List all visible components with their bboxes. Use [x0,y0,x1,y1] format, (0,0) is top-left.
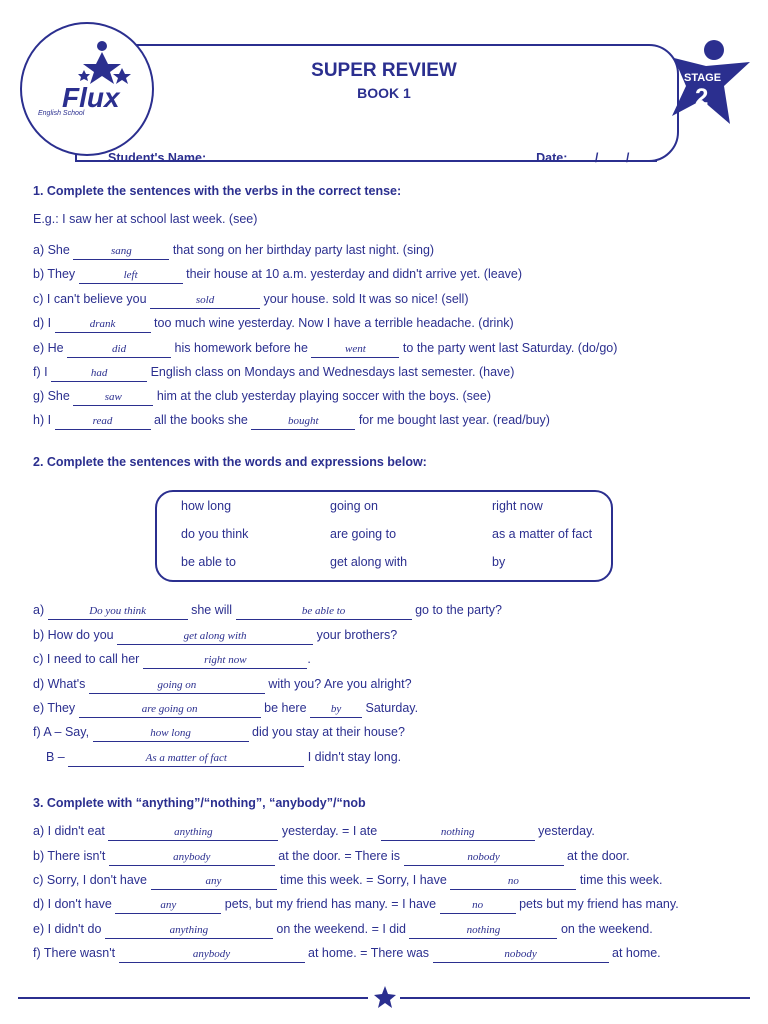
date-year-field[interactable] [633,147,657,162]
date-sep: / [594,151,599,165]
answer-blank[interactable]: anything [108,826,278,841]
answer-blank[interactable]: read [55,415,151,430]
answer-blank[interactable]: anybody [109,851,275,866]
date-label: Date: [536,151,568,165]
name-field[interactable] [206,147,536,162]
word-bank-item: are going to [330,527,397,541]
footer-rule-right [400,997,750,999]
list-item: b) How do you get along with your brothers? [33,628,397,645]
list-item: d) I drank too much wine yesterday. Now I have a terrible headache. (drink) [33,316,514,333]
word-bank-item: how long [181,499,232,513]
list-item: e) I didn't do anything on the weekend. = I did nothing on the weekend. [33,922,653,939]
answer-blank[interactable]: had [51,367,147,382]
list-item: a) I didn't eat anything yesterday. = I ate nothing yesterday. [33,824,595,841]
list-item: g) She saw him at the club yesterday playing soccer with the boys. (see) [33,389,491,406]
answer-blank[interactable]: are going on [79,703,261,718]
list-item: e) He did his homework before he went to the party went last Saturday. (do/go) [33,341,617,358]
stage-label: STAGE [684,72,722,84]
list-item: c) Sorry, I don't have any time this week. = Sorry, I have no time this week. [33,873,662,890]
word-bank-item: do you think [181,527,249,541]
answer-blank[interactable]: saw [73,391,153,406]
list-item: a) She sang that song on her birthday party last night. (sing) [33,243,434,260]
word-bank-item: be able to [181,555,236,569]
logo-text: Flux [62,82,120,113]
answer-blank[interactable]: sang [73,245,169,260]
footer-rule-left [18,997,368,999]
list-item: c) I need to call her right now . [33,652,311,669]
logo-subtext: English School [38,110,85,117]
answer-blank[interactable]: Do you think [48,605,188,620]
date-month-field[interactable] [598,147,622,162]
word-bank-item: going on [330,499,378,513]
list-item: b) There isn't anybody at the door. = There is nobody at the door. [33,849,630,866]
list-item: B – As a matter of fact I didn't stay long. [46,750,401,767]
date-sep: / [625,151,630,165]
word-bank-item: by [492,555,506,569]
answer-blank[interactable]: be able to [236,605,412,620]
word-bank-item: right now [492,499,543,513]
section2-heading: 2. Complete the sentences with the words and expressions below: [33,455,427,469]
answer-blank[interactable]: nothing [409,924,557,939]
date-day-field[interactable] [571,147,595,162]
stage-number: 2 [695,84,709,111]
answer-blank[interactable]: anybody [119,948,305,963]
answer-blank[interactable]: any [151,875,277,890]
answer-blank[interactable]: nobody [433,948,609,963]
answer-blank[interactable]: nothing [381,826,535,841]
page-title: SUPER REVIEW [311,60,457,81]
answer-blank[interactable]: bought [251,415,355,430]
page-subtitle: BOOK 1 [357,85,411,101]
list-item: d) What's going on with you? Are you alright? [33,677,412,694]
list-item: a) Do you think she will be able to go to the party? [33,603,502,620]
answer-blank[interactable]: did [67,343,171,358]
answer-blank[interactable]: going on [89,679,265,694]
footer-star-icon [372,984,398,1010]
answer-blank[interactable]: went [311,343,399,358]
word-bank-item: as a matter of fact [492,527,593,541]
list-item: b) They left their house at 10 a.m. yesterday and didn't arrive yet. (leave) [33,267,522,284]
answer-blank[interactable]: how long [93,727,249,742]
answer-blank[interactable]: get along with [117,630,313,645]
section1-heading: 1. Complete the sentences with the verbs in the correct tense: [33,184,402,198]
answer-blank[interactable]: sold [150,294,260,309]
answer-blank[interactable]: As a matter of fact [68,752,304,767]
word-bank-item: get along with [330,555,408,569]
list-item: f) There wasn't anybody at home. = There was nobody at home. [33,946,661,963]
list-item: c) I can't believe you sold your house. sold It was so nice! (sell) [33,292,468,309]
list-item: h) I read all the books she bought for me bought last year. (read/buy) [33,413,550,430]
list-item: d) I don't have any pets, but my friend has many. = I have no pets but my friend has many. [33,897,679,914]
answer-blank[interactable]: by [310,703,362,718]
answer-blank[interactable]: any [115,899,221,914]
answer-blank[interactable]: no [440,899,516,914]
answer-blank[interactable]: drank [55,318,151,333]
list-item: e) They are going on be here by Saturday. [33,701,418,718]
section1-example: E.g.: I saw her at school last week. (see) [33,212,258,226]
list-item: f) A – Say, how long did you stay at their house? [33,725,405,742]
answer-blank[interactable]: anything [105,924,273,939]
section3-heading: 3. Complete with “anything”/“nothing”, “anybody”/“nob [33,796,366,810]
answer-blank[interactable]: nobody [404,851,564,866]
list-item: f) I had English class on Mondays and Wednesdays last semester. (have) [33,365,514,382]
answer-blank[interactable]: left [79,269,183,284]
answer-blank[interactable]: right now [143,654,307,669]
answer-blank[interactable]: no [450,875,576,890]
name-label: Student's Name: [108,151,207,165]
student-info-line [108,147,657,165]
